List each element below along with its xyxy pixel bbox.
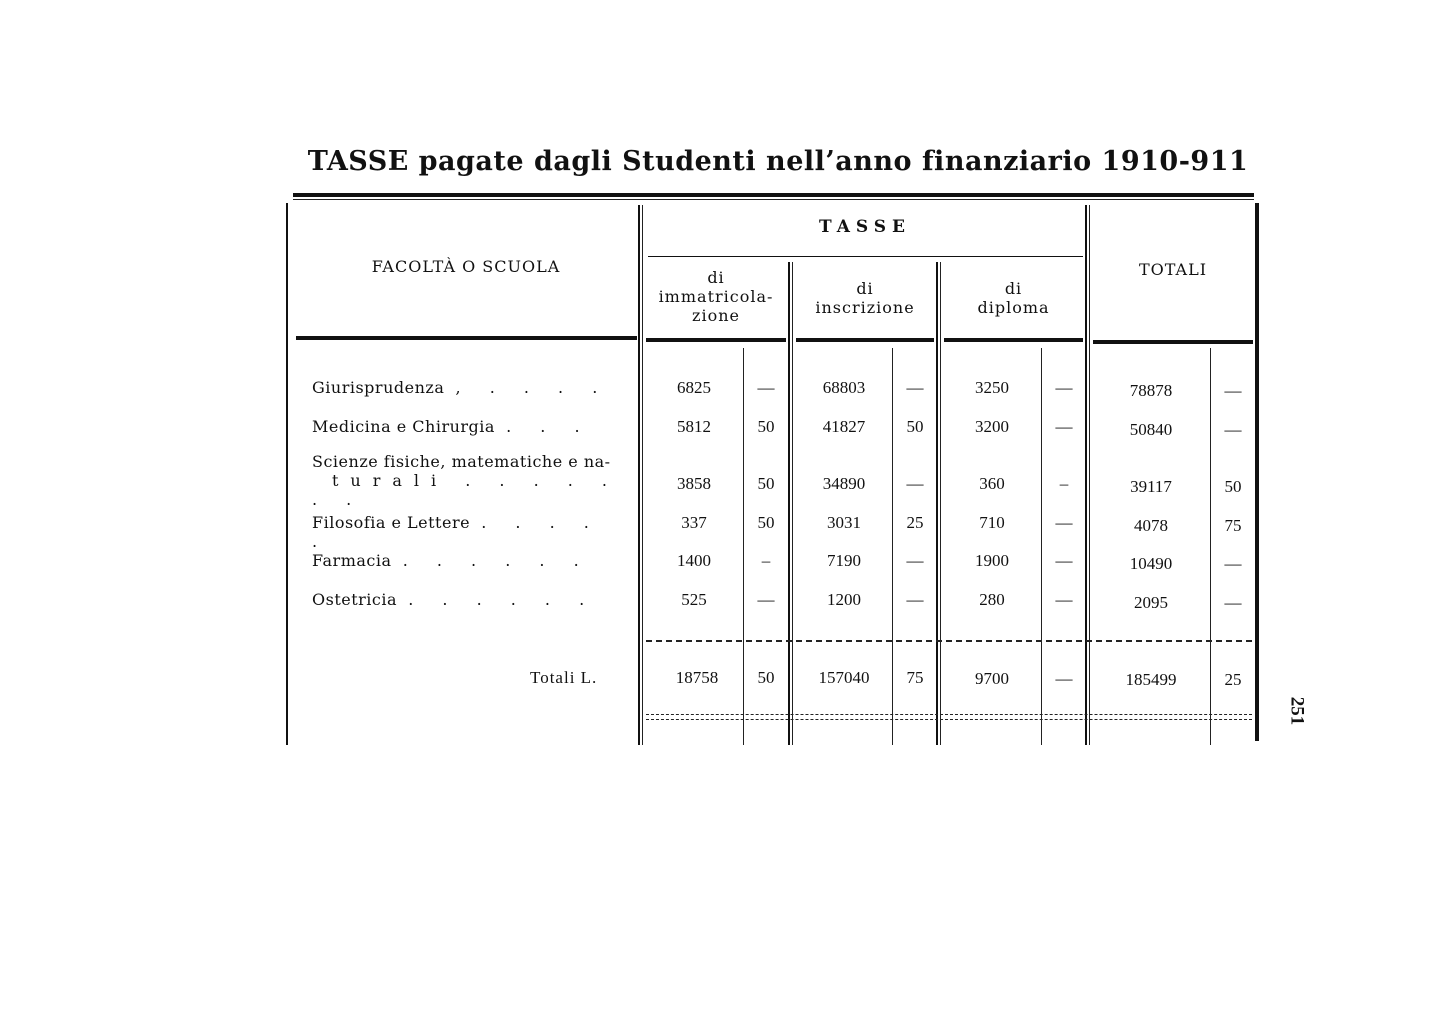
cell-tot: 10490 bbox=[1129, 554, 1173, 573]
cell-imm-cents: – bbox=[761, 551, 771, 570]
cell-dip: 1900 bbox=[975, 551, 1009, 570]
totals-label: Totali L. bbox=[530, 668, 598, 687]
table-right-border bbox=[1255, 203, 1259, 741]
cell-dip-cents: — bbox=[1055, 590, 1073, 609]
cell-ins-cents: 25 bbox=[906, 513, 924, 532]
totals-imm: 18758 bbox=[675, 668, 719, 687]
cell-tot: 2095 bbox=[1134, 593, 1168, 612]
totals-double-rule bbox=[646, 714, 1252, 720]
cell-tot-cents: — bbox=[1224, 420, 1242, 439]
top-rule-thin bbox=[293, 199, 1254, 200]
cell-tot-cents: — bbox=[1224, 593, 1242, 612]
top-rule bbox=[293, 193, 1254, 197]
cell-dip: 360 bbox=[979, 474, 1005, 493]
cell-ins-cents: 50 bbox=[906, 417, 924, 436]
cell-dip-cents: – bbox=[1059, 474, 1069, 493]
row-label: Ostetricia . . . . . . bbox=[312, 590, 597, 609]
totals-tot: 185499 bbox=[1125, 670, 1177, 689]
cell-dip-cents: — bbox=[1055, 513, 1073, 532]
header-totali: TOTALI bbox=[1138, 260, 1208, 279]
header-immatricolazione: di immatricola- zione bbox=[658, 268, 774, 325]
col-divider-ins bbox=[936, 262, 938, 745]
col-divider-imm bbox=[788, 262, 790, 745]
cell-tot: 50840 bbox=[1129, 420, 1173, 439]
cell-imm-cents: — bbox=[757, 590, 775, 609]
cell-imm-cents: 50 bbox=[757, 474, 775, 493]
cell-tot-cents: — bbox=[1224, 554, 1242, 573]
totals-dip: 9700 bbox=[975, 669, 1009, 688]
totals-dip-cents: — bbox=[1055, 669, 1073, 688]
cell-imm: 1400 bbox=[677, 551, 711, 570]
cell-dip: 3200 bbox=[975, 417, 1009, 436]
header-rule bbox=[296, 336, 637, 340]
cell-imm: 525 bbox=[681, 590, 707, 609]
col-divider-dip bbox=[1085, 205, 1087, 745]
cell-ins: 34890 bbox=[822, 474, 866, 493]
totals-ins: 157040 bbox=[818, 668, 870, 687]
table-left-border bbox=[286, 203, 288, 745]
cell-ins-cents: — bbox=[906, 378, 924, 397]
cell-ins-cents: — bbox=[906, 474, 924, 493]
cell-imm: 6825 bbox=[677, 378, 711, 397]
cell-dip: 710 bbox=[979, 513, 1005, 532]
cell-ins: 3031 bbox=[827, 513, 861, 532]
cell-dip: 3250 bbox=[975, 378, 1009, 397]
page-title: TASSE pagate dagli Studenti nell’anno finanziario 1910-911 bbox=[307, 146, 1249, 177]
cell-imm: 5812 bbox=[677, 417, 711, 436]
cell-dip-cents: — bbox=[1055, 417, 1073, 436]
totals-dashed-rule bbox=[646, 640, 1252, 642]
totals-tot-cents: 25 bbox=[1224, 670, 1242, 689]
cell-dip: 280 bbox=[979, 590, 1005, 609]
cell-ins-cents: — bbox=[906, 551, 924, 570]
cell-tot: 4078 bbox=[1134, 516, 1168, 535]
col-divider-faculty bbox=[638, 205, 640, 745]
cell-ins: 7190 bbox=[827, 551, 861, 570]
page-number: 251 bbox=[1286, 696, 1308, 726]
cell-dip-cents: — bbox=[1055, 378, 1073, 397]
cell-imm: 3858 bbox=[677, 474, 711, 493]
totals-ins-cents: 75 bbox=[906, 668, 924, 687]
cell-tot-cents: — bbox=[1224, 381, 1242, 400]
cell-tot: 78878 bbox=[1129, 381, 1173, 400]
cell-imm: 337 bbox=[681, 513, 707, 532]
cell-imm-cents: 50 bbox=[757, 513, 775, 532]
row-label: Scienze fisiche, matematiche e na- turali . . . . . . . bbox=[312, 452, 620, 509]
cell-tot-cents: 75 bbox=[1224, 516, 1242, 535]
tasse-underline bbox=[648, 256, 1083, 257]
cell-ins: 1200 bbox=[827, 590, 861, 609]
row-label: Farmacia . . . . . . bbox=[312, 551, 591, 570]
cell-ins-cents: — bbox=[906, 590, 924, 609]
cell-ins: 41827 bbox=[822, 417, 866, 436]
header-faculty: FACOLTÀ O SCUOLA bbox=[371, 257, 561, 276]
header-inscrizione: di inscrizione bbox=[815, 279, 915, 317]
cents-divider-tot bbox=[1210, 348, 1211, 745]
cell-imm-cents: 50 bbox=[757, 417, 775, 436]
header-diploma: di diploma bbox=[977, 279, 1050, 317]
row-label: Medicina e Chirurgia . . . bbox=[312, 417, 592, 436]
cents-divider-ins bbox=[892, 348, 893, 745]
cents-divider-dip bbox=[1041, 348, 1042, 745]
row-label: Filosofia e Lettere . . . . . bbox=[312, 513, 601, 551]
cell-ins: 68803 bbox=[822, 378, 866, 397]
cell-tot-cents: 50 bbox=[1224, 477, 1242, 496]
cell-tot: 39117 bbox=[1130, 477, 1172, 496]
totals-imm-cents: 50 bbox=[757, 668, 775, 687]
header-tasse: TASSE bbox=[818, 217, 912, 237]
cell-imm-cents: — bbox=[757, 378, 775, 397]
cell-dip-cents: — bbox=[1055, 551, 1073, 570]
row-label: Giurisprudenza , . . . . bbox=[312, 378, 610, 397]
